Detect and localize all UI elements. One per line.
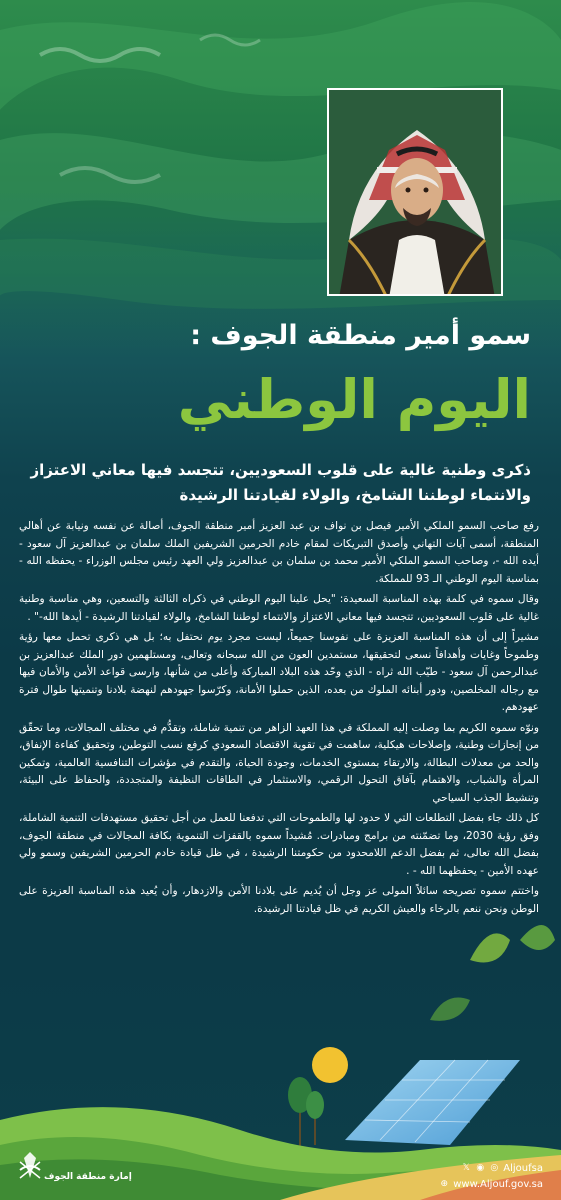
website-row <box>439 1176 543 1192</box>
headline-title: اليوم الوطني <box>177 368 531 431</box>
portrait-photo <box>327 88 503 296</box>
body-paragraph: رفع صاحب السمو الملكي الأمير فيصل بن نواف بن عبد العزيز أمير منطقة الجوف، أصالة عن نفسه ونيابة عن أهالي المنطقة، أسمى آيات التهاني وأصدق التبريكات لمقام خادم الحرمين الشريفين الملك سلمان بن عبدالعزيز آل سعود - أيده الله -، وصاحب السمو الملكي الأمير محمد بن سلمان بن عبدالعزيز ولي العهد رئيس مجلس الوزراء - يحفظه الله - بمناسبة اليوم الوطني الـ 93 للمملكة. <box>19 520 539 585</box>
solar-panels <box>345 1060 520 1145</box>
snapchat-icon[interactable]: ◉ <box>476 1163 485 1173</box>
body-paragraph: ونوّه سموه الكريم بما وصلت إليه المملكة في هذا العهد الزاهر من تنمية شاملة، وتقدُّم في مختلف المجالات، وما تحقّق من إنجازات وطنية، وإصلاحات هيكلية، ساهمت في تقوية الاقتصاد السعودي كرفع نسب التوطين، وتحقيق كفاءة الإنفاق، والحد من معدلات البطالة، والارتقاء بمستوى الخدمات، وجودة الحياة، والتقدم في مؤشرات التنافسية العالمية، وتمكين المرأة والشباب، والاهتمام بآفاق التحول الرقمي، والاستثمار في الطاقات النظيفة والمتجددة، والحفاظ على البيئة، وتنشيط الجذب السياحي <box>19 721 539 804</box>
article-body <box>19 518 539 921</box>
social-row <box>439 1160 543 1176</box>
web-icon: ⊕ <box>440 1179 449 1189</box>
website-link[interactable]: www.Aljouf.gov.sa <box>453 1178 543 1190</box>
body-paragraph: كل ذلك جاء بفضل التطلعات التي لا حدود لها والطموحات التي تدفعنا للعمل من أجل تحقيق مستهدفات التنمية الشاملة، وفق رؤية 2030، وما تضمّنته من برامج ومبادرات. مُشيداً سموه بالقفزات التنموية بكافة المجالات في منطقة الجوف، بفضل الله تعالى، ثم بفضل الدعم اللامحدود من حكومتنا الرشيدة ، في ظل قيادة خادم الحرمين الشريفين وسمو ولي عهده الأمين - يحفظهما الله - . <box>19 812 539 877</box>
social-handle[interactable]: Aljoufsa <box>503 1162 543 1174</box>
subheadline: ذكرى وطنية غالية على قلوب السعوديين، تتجسد فيها معاني الاعتزاز والانتماء لوطننا الشامخ، والولاء لقيادتنا الرشيدة <box>30 461 531 504</box>
portrait-illustration <box>329 90 503 296</box>
body-paragraph: وقال سموه في كلمة بهذه المناسبة السعيدة: "يحل علينا اليوم الوطني في ذكراه الثالثة والتسعين، وهي مناسبة وطنية غالية على قلوب السعوديين، تتجسد فيها معاني الاعتزاز والانتماء لوطننا الشامخ، والولاء لقيادتنا الرشيدة - أيدها الله-" . <box>19 593 539 623</box>
sun-icon <box>312 1047 348 1083</box>
instagram-icon[interactable]: ◎ <box>490 1163 499 1173</box>
x-icon[interactable]: 𝕏 <box>462 1163 470 1173</box>
emblem-icon <box>14 1148 104 1194</box>
body-paragraph: مشيراً إلى أن هذه المناسبة العزيزة على نفوسنا جميعاً، ليست مجرد يوم نحتفل به؛ بل هي ذكرى تحمل معها رؤية وطموحاً وغايات وأهدافاً نسعى لتحقيقها، مستمدين العون من الله سبحانه وتعالى، ومستلهمين دور الملك عبدالعزيز بن عبدالرحمن آل سعود - طيّب الله ثراه - الذي وحّد هذه البلاد المباركة وأعلى من شأنها، وارسى قواعد الأمن والأمان فيها مع رجاله المخلصين، ودور أبنائه الملوك من بعده، الذين حملوا الأمانة، وكرّسوا جهودهم لنهضة بلادنا وتنميتها طوال فترة عهودهم. <box>19 631 539 713</box>
logo-text: إمارة منطقة الجوف <box>44 1172 132 1182</box>
social-links <box>439 1160 543 1192</box>
body-paragraph: واختتم سموه تصريحه سائلاً المولى عز وجل أن يُديم على بلادنا الأمن والازدهار، وأن يُعيد هذه المناسبة العزيزة على الوطن ونحن ننعم بالرخاء والعيش الكريم في ظل قيادتنا الرشيدة. <box>19 885 539 915</box>
headline-prefix: سمو أمير منطقة الجوف : <box>190 320 531 351</box>
